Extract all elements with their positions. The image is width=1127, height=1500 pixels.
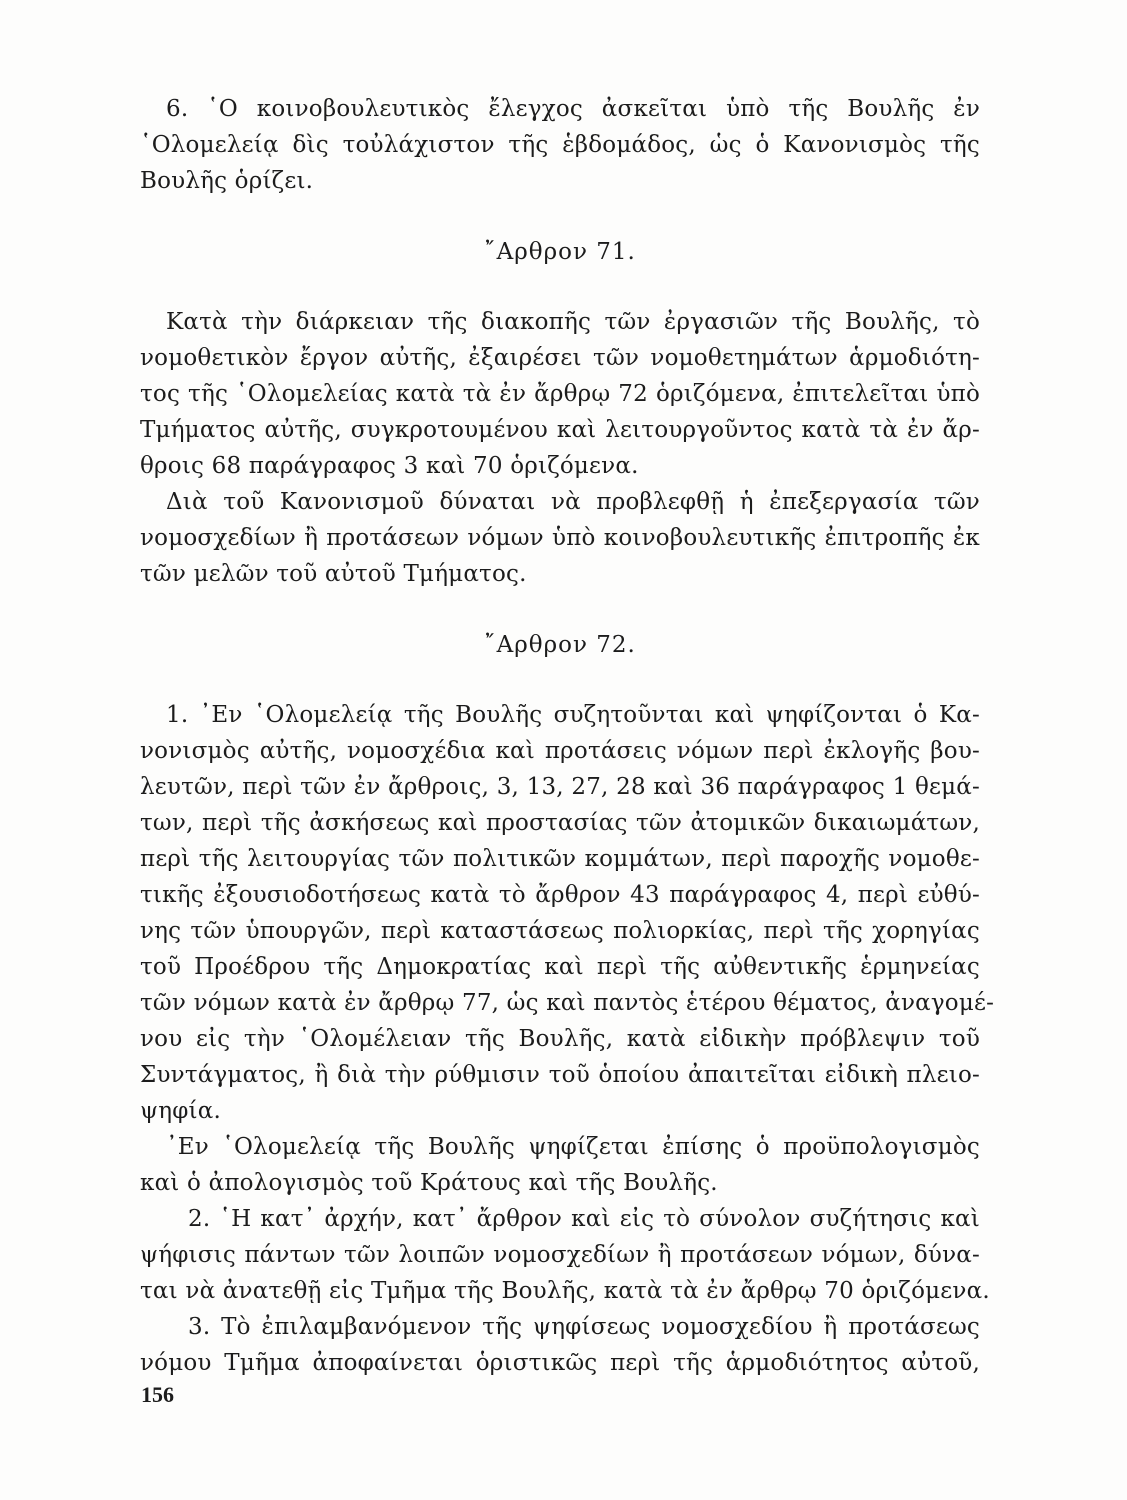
text-line: Τμήματος αὐτῆς, συγκροτουμένου καὶ λειτουργοῦντος κατὰ τὰ ἐν ἄρ-	[140, 417, 980, 443]
text-line: 3. Τὸ ἐπιλαμβανόμενον τῆς ψηφίσεως νομοσχεδίου ἢ προτάσεως	[188, 1314, 980, 1340]
text-line: νου εἰς τὴν ῾Ολομέλειαν τῆς Βουλῆς, κατὰ εἰδικὴν πρόβλεψιν τοῦ	[140, 1026, 980, 1052]
text-line: 6. ῾Ο κοινοβουλευτικὸς ἔλεγχος ἀσκεῖται ὑπὸ τῆς Βουλῆς ἐν	[166, 96, 980, 122]
text-line: ται νὰ ἀνατεθῇ εἰς Τμῆμα τῆς Βουλῆς, κατὰ τὰ ἐν ἄρθρῳ 70 ὁριζόμενα.	[140, 1278, 990, 1304]
text-line: ψηφία.	[140, 1098, 221, 1124]
text-line: νονισμὸς αὐτῆς, νομοσχέδια καὶ προτάσεις νόμων περὶ ἐκλογῆς βου-	[140, 738, 980, 764]
text-line: καὶ ὁ ἀπολογισμὸς τοῦ Κράτους καὶ τῆς Βουλῆς.	[140, 1170, 718, 1196]
text-line: ᾿Εν ῾Ολομελείᾳ τῆς Βουλῆς ψηφίζεται ἐπίσης ὁ προϋπολογισμὸς	[166, 1134, 980, 1160]
text-line: 1. ᾿Εν ῾Ολομελείᾳ τῆς Βουλῆς συζητοῦνται καὶ ψηφίζονται ὁ Κα-	[166, 702, 980, 728]
text-line: νης τῶν ὑπουργῶν, περὶ καταστάσεως πολιορκίας, περὶ τῆς χορηγίας	[140, 918, 980, 944]
text-line: 2. ῾Η κατ᾿ ἀρχήν, κατ᾿ ἄρθρον καὶ εἰς τὸ σύνολον συζήτησις καὶ	[188, 1206, 980, 1232]
text-line: ψήφισις πάντων τῶν λοιπῶν νομοσχεδίων ἢ προτάσεων νόμων, δύνα-	[140, 1242, 980, 1268]
text-line: τικῆς ἐξουσιοδοτήσεως κατὰ τὸ ἄρθρον 43 παράγραφος 4, περὶ εὐθύ-	[140, 882, 980, 908]
text-line: λευτῶν, περὶ τῶν ἐν ἄρθροις, 3, 13, 27, 28 καὶ 36 παράγραφος 1 θεμά-	[140, 774, 980, 800]
text-line: τῶν μελῶν τοῦ αὐτοῦ Τμήματος.	[140, 561, 527, 587]
text-line: Βουλῆς ὁρίζει.	[140, 168, 314, 194]
text-line: Διὰ τοῦ Κανονισμοῦ δύναται νὰ προβλεφθῇ ἡ ἐπεξεργασία τῶν	[166, 489, 980, 515]
text-line: Συντάγματος, ἢ διὰ τὴν ρύθμισιν τοῦ ὁποίου ἀπαιτεῖται εἰδικὴ πλειο-	[140, 1062, 980, 1088]
text-line: νομοσχεδίων ἢ προτάσεων νόμων ὑπὸ κοινοβουλευτικῆς ἐπιτροπῆς ἐκ	[140, 525, 980, 551]
text-line: τῶν νόμων κατὰ ἐν ἄρθρῳ 77, ὡς καὶ παντὸς ἑτέρου θέματος, ἀναγομέ-	[140, 990, 995, 1016]
article-heading: ῎Αρθρον 72.	[484, 632, 636, 658]
text-line: περὶ τῆς λειτουργίας τῶν πολιτικῶν κομμάτων, περὶ παροχῆς νομοθε-	[140, 846, 980, 872]
text-line: ῾Ολομελείᾳ δὶς τοὐλάχιστον τῆς ἑβδομάδος, ὡς ὁ Κανονισμὸς τῆς	[140, 132, 980, 158]
text-line: νόμου Τμῆμα ἀποφαίνεται ὁριστικῶς περὶ τῆς ἁρμοδιότητος αὐτοῦ,	[140, 1350, 980, 1376]
text-line: των, περὶ τῆς ἀσκήσεως καὶ προστασίας τῶν ἀτομικῶν δικαιωμάτων,	[140, 810, 980, 836]
text-line: Κατὰ τὴν διάρκειαν τῆς διακοπῆς τῶν ἐργασιῶν τῆς Βουλῆς, τὸ	[166, 309, 980, 335]
text-line: θροις 68 παράγραφος 3 καὶ 70 ὁριζόμενα.	[140, 453, 639, 479]
text-line: τος τῆς ῾Ολομελείας κατὰ τὰ ἐν ἄρθρῳ 72 ὁριζόμενα, ἐπιτελεῖται ὑπὸ	[140, 381, 980, 407]
text-line: νομοθετικὸν ἔργον αὐτῆς, ἐξαιρέσει τῶν νομοθετημάτων ἁρμοδιότη-	[140, 345, 980, 371]
article-heading: ῎Αρθρον 71.	[484, 239, 636, 265]
text-line: τοῦ Προέδρου τῆς Δημοκρατίας καὶ περὶ τῆς αὐθεντικῆς ἑρμηνείας	[140, 954, 980, 980]
page-number: 156	[141, 1382, 174, 1407]
